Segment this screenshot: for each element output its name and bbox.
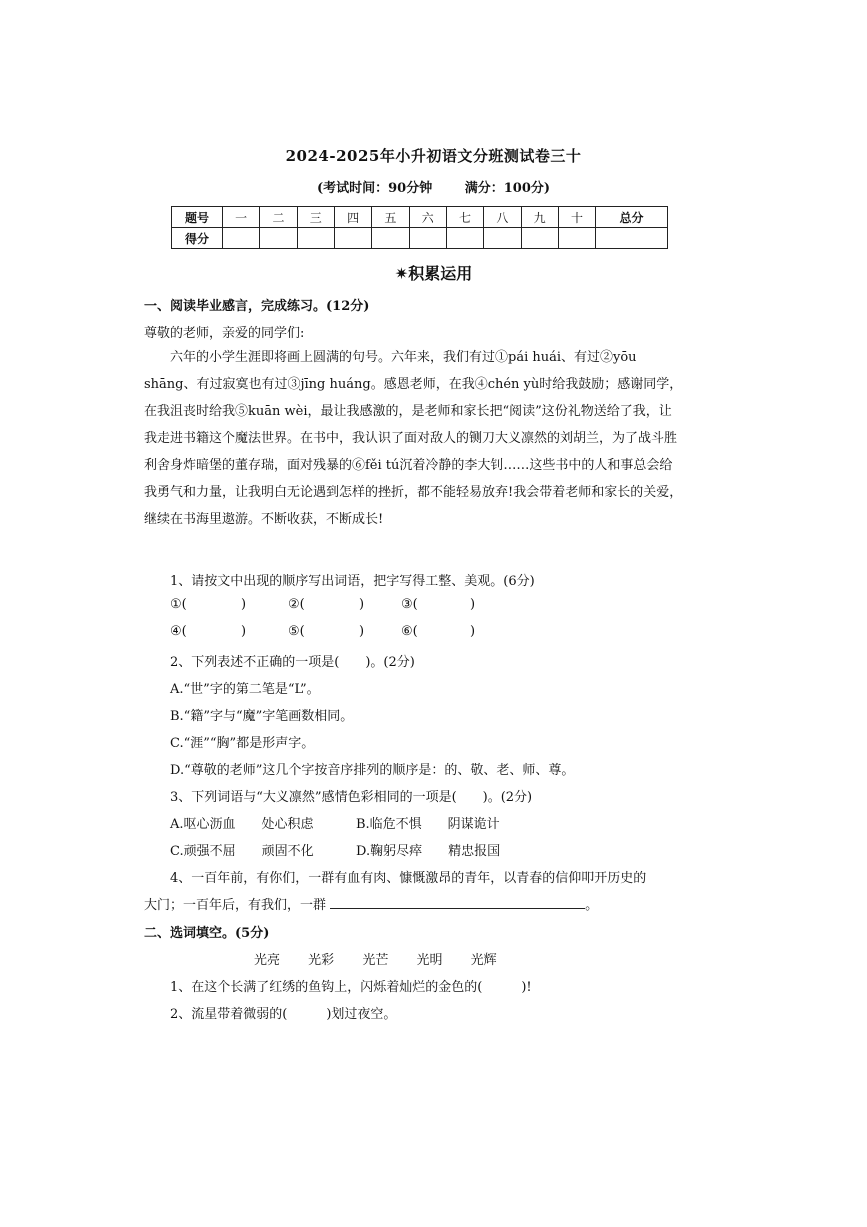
score-cell[interactable] — [446, 228, 483, 249]
score-cell[interactable] — [409, 228, 446, 249]
score-cell[interactable] — [372, 228, 409, 249]
blank-5-close: ) — [359, 624, 365, 639]
score-cell[interactable] — [484, 228, 521, 249]
score-header-cell: 八 — [484, 207, 521, 228]
blank-3-open: ③( — [401, 597, 418, 612]
q2-option-d: D.“尊敬的老师”这几个字按音序排列的顺序是：的、敬、老、师、尊。 — [170, 763, 575, 778]
score-header-cell: 三 — [297, 207, 334, 228]
q3-option-a: A.呕心沥血 处心积虑 — [170, 817, 314, 832]
score-header-cell: 总分 — [596, 207, 668, 228]
question-1: 1、请按文中出现的顺序写出词语，把字写得工整、美观。(6分) — [170, 574, 535, 589]
blank-6-close: ) — [470, 624, 476, 639]
word-bank-item: 光辉 — [470, 953, 497, 968]
section1-heading: 一、阅读毕业感言，完成练习。(12分) — [144, 299, 370, 314]
blank-4-close: ) — [241, 624, 247, 639]
score-header-cell: 五 — [372, 207, 409, 228]
word-bank — [254, 949, 521, 968]
section2-question-1: 1、在这个长满了红绣的鱼钩上，闪烁着灿烂的金色的( )! — [170, 980, 532, 995]
q4-answer-line[interactable] — [330, 896, 585, 909]
exam-subtitle — [0, 177, 867, 196]
section-banner: ✷积累运用 — [394, 264, 473, 283]
score-table-header-row — [172, 207, 668, 228]
question-2: 2、下列表述不正确的一项是( )。(2分) — [170, 655, 415, 670]
blank-4-open: ④( — [170, 624, 187, 639]
q4-period: 。 — [585, 898, 599, 913]
q3-option-c: C.顽强不屈 顽固不化 — [170, 844, 314, 859]
exam-time: (考试时间：90分钟 — [316, 181, 433, 196]
score-header-cell: 十 — [558, 207, 595, 228]
section2-question-2: 2、流星带着微弱的( )划过夜空。 — [170, 1007, 397, 1022]
score-header-cell: 题号 — [172, 207, 223, 228]
score-cell[interactable] — [596, 228, 668, 249]
score-cell[interactable] — [521, 228, 558, 249]
score-table-score-row — [172, 228, 668, 249]
blank-1-open: ①( — [170, 597, 187, 612]
score-table — [171, 206, 668, 249]
q4-text: 大门；一百年后，有我们，一群 — [144, 898, 327, 913]
score-header-cell: 二 — [260, 207, 297, 228]
question-4-line2 — [144, 894, 598, 913]
word-bank-item: 光明 — [416, 953, 443, 968]
question-3: 3、下列词语与“大义凛然”感情色彩相同的一项是( )。(2分) — [170, 790, 533, 805]
exam-title: 2024-2025年小升初语文分班测试卷三十 — [285, 147, 582, 165]
q2-option-a: A.“世”字的第二笔是“L”。 — [170, 682, 320, 697]
q2-option-b: B.“籍”字与“魔”字笔画数相同。 — [170, 709, 354, 724]
salutation: 尊敬的老师，亲爱的同学们: — [144, 326, 305, 341]
question-4-line1: 4、一百年前，有你们，一群有血有肉、慷慨激昂的青年，以青春的信仰叩开历史的 — [170, 871, 647, 886]
score-cell[interactable] — [558, 228, 595, 249]
score-row-label: 得分 — [172, 228, 223, 249]
score-header-cell: 六 — [409, 207, 446, 228]
blank-2-open: ②( — [288, 597, 305, 612]
q3-option-b: B.临危不惧 阴谋诡计 — [356, 817, 500, 832]
score-cell[interactable] — [297, 228, 334, 249]
blank-3-close: ) — [470, 597, 476, 612]
q3-option-d: D.鞠躬尽瘁 精忠报国 — [356, 844, 501, 859]
score-header-cell: 九 — [521, 207, 558, 228]
section2-heading: 二、选词填空。(5分) — [144, 926, 270, 941]
exam-full-score: 满分：100分) — [464, 181, 551, 196]
score-cell[interactable] — [223, 228, 260, 249]
score-cell[interactable] — [334, 228, 371, 249]
score-header-cell: 七 — [446, 207, 483, 228]
passage: 六年的小学生涯即将画上圆满的句号。六年来，我们有过①pái huái、有过②yōu shāng、有过寂寞也有过③jīng huáng。感恩老师，在我④chén yù时给我鼓励；感谢同学，在我沮丧时给我⑤kuān wèi，最让我感激的，是老师和家长把“阅读”这份礼物送给了我，让我走进书籍这个魔法世界。在书中，我认识了面对敌人的铡刀大义凛然的刘胡兰，为了战斗胜利舍身炸暗堡的董存瑞，面对残暴的⑥fěi tú沉着冷静的李大钊……这些书中的人和事总会给我勇气和力量，让我明白无论遇到怎样的挫折，都不能轻易放弃!我会带着老师和家长的关爱，继续在书海里遨游。不断收获，不断成长! — [144, 350, 683, 527]
q2-option-c: C.“涯”“胸”都是形声字。 — [170, 736, 315, 751]
word-bank-item: 光亮 — [254, 953, 281, 968]
word-bank-item: 光彩 — [308, 953, 335, 968]
blank-6-open: ⑥( — [401, 624, 418, 639]
score-header-cell: 四 — [334, 207, 371, 228]
blank-2-close: ) — [359, 597, 365, 612]
blank-1-close: ) — [241, 597, 247, 612]
word-bank-item: 光芒 — [362, 953, 389, 968]
blank-5-open: ⑤( — [288, 624, 305, 639]
score-header-cell: 一 — [223, 207, 260, 228]
score-cell[interactable] — [260, 228, 297, 249]
